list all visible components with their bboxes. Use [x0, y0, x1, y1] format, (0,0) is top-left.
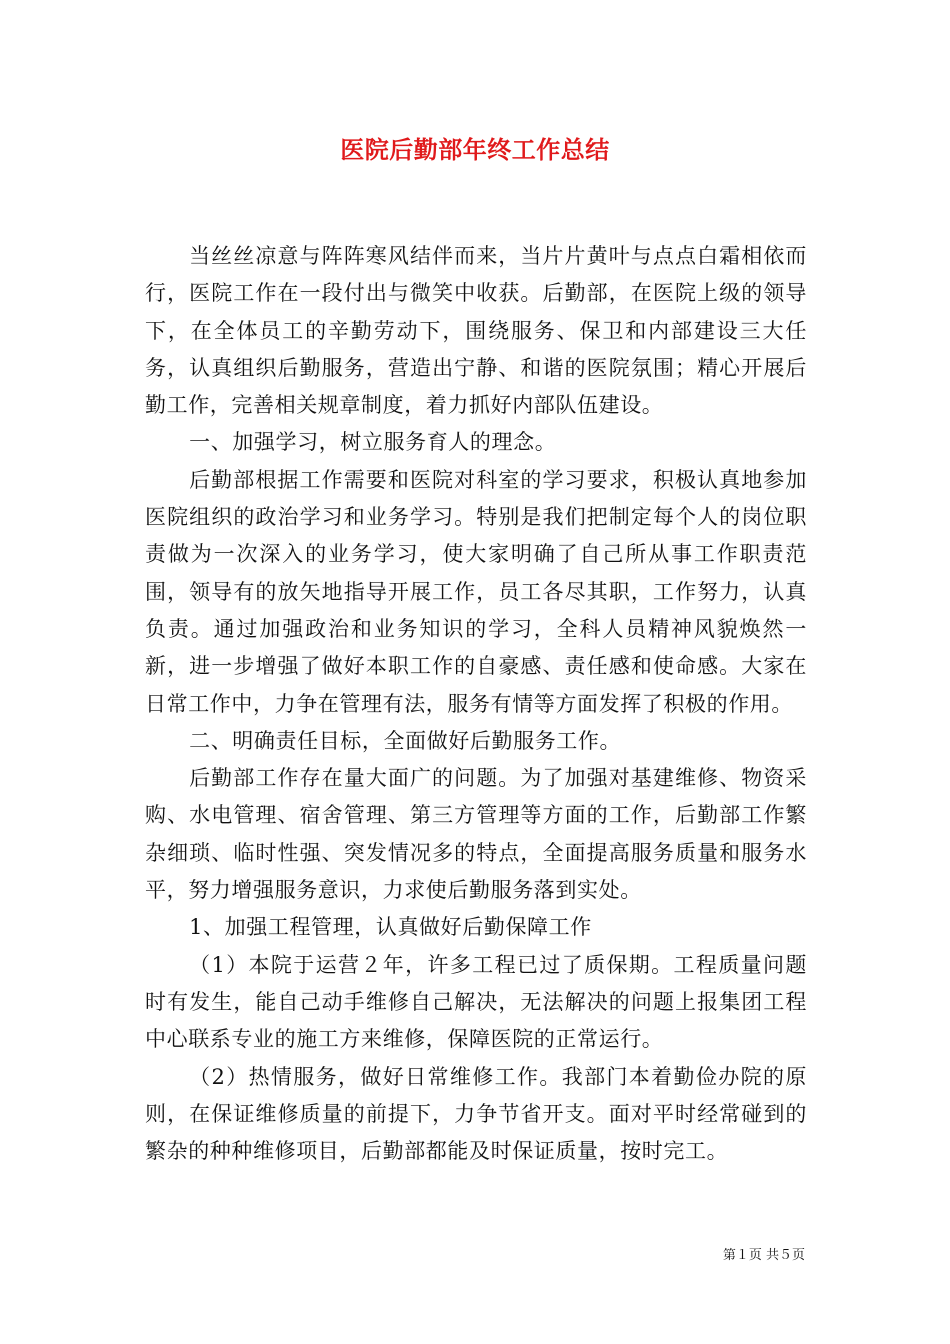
- section-heading-2: 二、明确责任目标，全面做好后勤服务工作。: [189, 728, 622, 753]
- subsection-heading-1: 1、加强工程管理，认真做好后勤保障工作: [189, 915, 592, 940]
- paragraph-intro: 当丝丝凉意与阵阵寒风结伴而来，当片片黄叶与点点白霜相依而行，医院工作在一段付出与微笑中收获。后勤部，在医院上级的领导下，在全体员工的辛勤劳动下，围绕服务、保卫和内部建设三大任务，认真组织后勤服务，营造出宁静、和谐的医院氛围；精心开展后勤工作，完善相关规章制度，着力抓好内部队伍建设。: [145, 244, 807, 418]
- paragraph-item-1: （1）本院于运营２年，许多工程已过了质保期。工程质量问题时有发生，能自己动手维修自己解决，无法解决的问题上报集团工程中心联系专业的施工方来维修，保障医院的正常运行。: [145, 952, 807, 1052]
- paragraph-study: 后勤部根据工作需要和医院对科室的学习要求，积极认真地参加医院组织的政治学习和业务学习。特别是我们把制定每个人的岗位职责做为一次深入的业务学习，使大家明确了自己所从事工作职责范围，领导有的放矢地指导开展工作，员工各尽其职，工作努力，认真负责。通过加强政治和业务知识的学习，全科人员精神风貌焕然一新，进一步增强了做好本职工作的自豪感、责任感和使命感。大家在日常工作中，力争在管理有法，服务有情等方面发挥了积极的作用。: [145, 467, 807, 716]
- document-title: 医院后勤部年终工作总结: [340, 135, 610, 164]
- paragraph-item-2: （2）热情服务，做好日常维修工作。我部门本着勤俭办院的原则，在保证维修质量的前提下，力争节省开支。面对平时经常碰到的繁杂的种种维修项目，后勤部都能及时保证质量，按时完工。: [145, 1064, 807, 1164]
- section-heading-1: 一、加强学习，树立服务育人的理念。: [189, 430, 557, 455]
- paragraph-service: 后勤部工作存在量大面广的问题。为了加强对基建维修、物资采购、水电管理、宿舍管理、第三方管理等方面的工作，后勤部工作繁杂细琐、临时性强、突发情况多的特点，全面提高服务质量和服务水平，努力增强服务意识，力求使后勤服务落到实处。: [145, 766, 807, 903]
- page-number: 第１页 共５页: [722, 1248, 805, 1263]
- document-body: [145, 238, 807, 1170]
